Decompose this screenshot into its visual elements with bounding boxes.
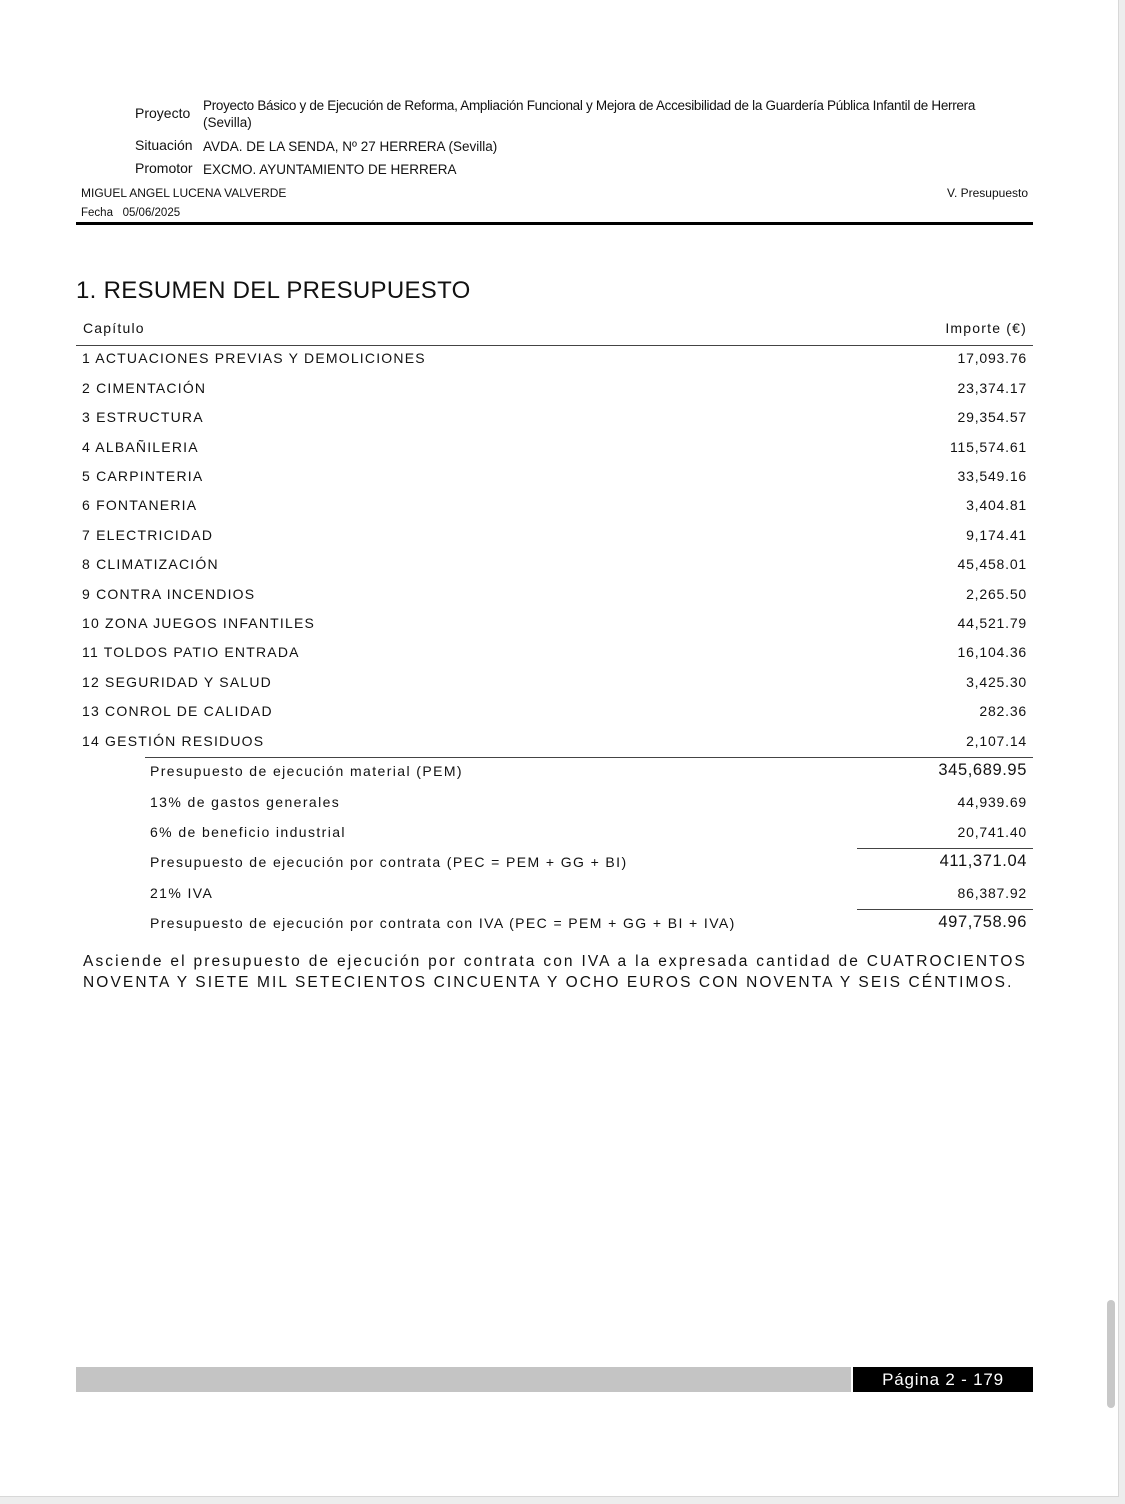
- header-divider: [76, 222, 1033, 225]
- chapter-name: 4 ALBAÑILERIA: [82, 439, 199, 455]
- iva-amount: 86,387.92: [957, 885, 1027, 901]
- section-title: 1. RESUMEN DEL PRESUPUESTO: [76, 277, 471, 304]
- chapter-amount: 2,265.50: [966, 586, 1027, 602]
- table-row: [76, 380, 1027, 402]
- table-row: [76, 439, 1027, 461]
- pem-row: [150, 763, 1027, 787]
- gg-row: [150, 794, 1027, 818]
- chapter-amount: 115,574.61: [949, 439, 1027, 455]
- bi-amount: 20,741.40: [957, 824, 1027, 840]
- iva-row: [150, 885, 1027, 909]
- table-row: [76, 733, 1027, 755]
- date-line: [81, 207, 180, 219]
- scrollbar-thumb[interactable]: [1107, 1300, 1115, 1408]
- column-header-amount: Importe (€): [945, 320, 1027, 336]
- gg-label: 13% de gastos generales: [150, 794, 341, 810]
- bi-row: [150, 824, 1027, 848]
- proyecto-label: Proyecto: [135, 105, 191, 121]
- section-reference: V. Presupuesto: [947, 186, 1028, 200]
- table-row: [76, 556, 1027, 578]
- chapter-name: 2 CIMENTACIÓN: [82, 380, 207, 396]
- table-row: [76, 350, 1027, 372]
- chapter-amount: 45,458.01: [957, 556, 1027, 572]
- pec-iva-row: [150, 915, 1027, 939]
- table-row: [76, 703, 1027, 725]
- promotor-label: Promotor: [135, 160, 193, 176]
- pec-iva-label: Presupuesto de ejecución por contrata con IVA (PEC = PEM + GG + BI + IVA): [150, 915, 736, 931]
- table-row: [76, 409, 1027, 431]
- page-number: Página 2 - 179: [853, 1367, 1033, 1392]
- chapter-name: 6 FONTANERIA: [82, 497, 198, 513]
- pec-amount: 411,371.04: [939, 852, 1027, 870]
- proyecto-value-line1: Proyecto Básico y de Ejecución de Reforma, Ampliación Funcional y Mejora de Accesibilidad de la Guardería Pública Infantil de Herrera: [203, 98, 976, 113]
- pem-label: Presupuesto de ejecución material (PEM): [150, 763, 463, 779]
- table-row: [76, 527, 1027, 549]
- table-row: [76, 497, 1027, 519]
- chapter-name: 10 ZONA JUEGOS INFANTILES: [82, 615, 316, 631]
- pec-divider: [857, 848, 1033, 849]
- chapter-name: 5 CARPINTERIA: [82, 468, 204, 484]
- chapter-amount: 23,374.17: [957, 380, 1027, 396]
- pec-label: Presupuesto de ejecución por contrata (PEC = PEM + GG + BI): [150, 854, 628, 870]
- pec-row: [150, 854, 1027, 878]
- chapter-name: 9 CONTRA INCENDIOS: [82, 586, 256, 602]
- chapter-amount: 44,521.79: [957, 615, 1027, 631]
- chapter-amount: 3,404.81: [966, 497, 1027, 513]
- gg-amount: 44,939.69: [957, 794, 1027, 810]
- chapter-name: 11 TOLDOS PATIO ENTRADA: [82, 644, 300, 660]
- chapter-amount: 282.36: [979, 703, 1027, 719]
- date-value: 05/06/2025: [122, 207, 181, 219]
- bi-label: 6% de beneficio industrial: [150, 824, 346, 840]
- chapter-amount: 29,354.57: [957, 409, 1027, 425]
- table-row: [76, 615, 1027, 637]
- iva-label: 21% IVA: [150, 885, 214, 901]
- situacion-label: Situación: [135, 137, 193, 153]
- chapter-amount: 33,549.16: [957, 468, 1027, 484]
- chapter-amount: 3,425.30: [966, 674, 1027, 690]
- chapter-name: 3 ESTRUCTURA: [82, 409, 204, 425]
- date-label: Fecha: [81, 207, 113, 219]
- chapter-amount: 16,104.36: [957, 644, 1027, 660]
- pec-iva-amount: 497,758.96: [938, 913, 1027, 931]
- chapter-name: 8 CLIMATIZACIÓN: [82, 556, 219, 572]
- chapter-name: 12 SEGURIDAD Y SALUD: [82, 674, 272, 690]
- table-row: [76, 586, 1027, 608]
- table-header-divider: [76, 345, 1033, 346]
- chapter-amount: 2,107.14: [966, 733, 1027, 749]
- proyecto-value-line2: (Sevilla): [203, 115, 252, 130]
- table-row: [76, 468, 1027, 490]
- chapter-name: 14 GESTIÓN RESIDUOS: [82, 733, 265, 749]
- chapter-name: 1 ACTUACIONES PREVIAS Y DEMOLICIONES: [82, 350, 426, 366]
- promotor-value: EXCMO. AYUNTAMIENTO DE HERRERA: [203, 162, 457, 177]
- closing-paragraph: Asciende el presupuesto de ejecución por contrata con IVA a la expresada cantidad de CUATROCIENTOS NOVENTA Y SIETE MIL SETECIENTOS CINCUENTA Y OCHO EUROS CON NOVENTA Y SEIS CÉNTIMOS.: [83, 953, 1027, 991]
- table-row: [76, 674, 1027, 696]
- author-name: MIGUEL ANGEL LUCENA VALVERDE: [81, 186, 287, 200]
- chapter-name: 13 CONROL DE CALIDAD: [82, 703, 273, 719]
- situacion-value: AVDA. DE LA SENDA, Nº 27 HERRERA (Sevilla): [203, 139, 498, 154]
- proyecto-value: [203, 97, 1003, 131]
- chapter-name: 7 ELECTRICIDAD: [82, 527, 214, 543]
- footer-bar: [76, 1367, 851, 1392]
- table-row: [76, 644, 1027, 666]
- chapter-amount: 9,174.41: [966, 527, 1027, 543]
- chapter-amount: 17,093.76: [957, 350, 1027, 366]
- chapters-divider: [145, 757, 1033, 758]
- column-header-chapter: Capítulo: [83, 320, 145, 336]
- pec-iva-divider: [857, 909, 1033, 910]
- pem-amount: 345,689.95: [938, 761, 1027, 779]
